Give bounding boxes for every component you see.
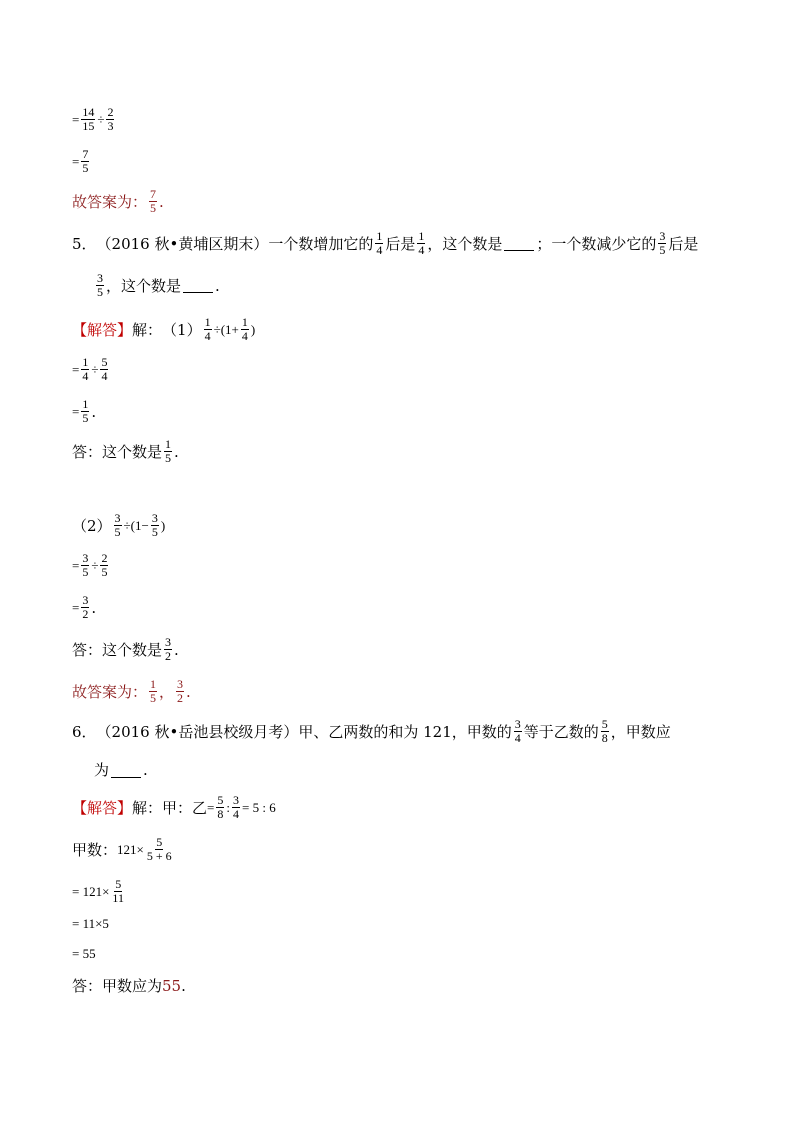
denominator: 2 bbox=[82, 607, 89, 621]
period: . bbox=[91, 598, 97, 617]
denominator: 4 bbox=[204, 329, 211, 343]
part-label: （1） bbox=[162, 320, 202, 339]
answer-text: 答：这个数是 bbox=[72, 640, 163, 659]
denominator: 4 bbox=[82, 369, 89, 383]
numerator: 5 bbox=[217, 793, 224, 807]
equals: = bbox=[72, 403, 80, 419]
step-line bbox=[72, 106, 116, 133]
numerator: 1 bbox=[204, 315, 211, 329]
denominator: 5 + 6 bbox=[146, 849, 172, 863]
operator: ÷(1− bbox=[123, 517, 149, 533]
final-answer-line bbox=[72, 678, 191, 705]
equals: = bbox=[72, 111, 80, 127]
numerator: 1 bbox=[82, 397, 89, 411]
numerator: 3 bbox=[151, 511, 158, 525]
denominator: 4 bbox=[418, 243, 425, 257]
answer-line bbox=[72, 976, 186, 996]
period: . bbox=[181, 977, 186, 995]
question-text: 甲、乙两数的和为 121，甲数的 bbox=[298, 722, 512, 741]
question-text: 后是 bbox=[385, 234, 416, 253]
question-number: 6． bbox=[72, 722, 97, 741]
period: . bbox=[174, 640, 179, 659]
equals: = bbox=[72, 599, 80, 615]
denominator: 3 bbox=[107, 119, 114, 133]
solution-label: 解： bbox=[132, 320, 163, 339]
period: . bbox=[174, 442, 179, 461]
numerator: 14 bbox=[82, 105, 95, 119]
equals: = bbox=[72, 557, 80, 573]
answer-text: 答：甲数应为 bbox=[72, 977, 163, 995]
question-text: ，甲数应 bbox=[610, 722, 671, 741]
answer-label: 故答案为： bbox=[72, 682, 148, 701]
equals: = bbox=[207, 799, 215, 815]
step-label: 甲数： bbox=[72, 840, 118, 859]
answer-text: 答：这个数是 bbox=[72, 442, 163, 461]
answer-line bbox=[72, 636, 179, 663]
numerator: 2 bbox=[101, 551, 108, 565]
answer-blank[interactable] bbox=[183, 278, 213, 293]
expression: = 11×5 bbox=[72, 916, 109, 931]
numerator: 3 bbox=[165, 635, 172, 649]
question-6 bbox=[72, 718, 671, 745]
numerator: 3 bbox=[659, 229, 666, 243]
denominator: 8 bbox=[217, 807, 224, 821]
denominator: 5 bbox=[101, 565, 108, 579]
part-2-header bbox=[72, 512, 165, 539]
answer-label: 故答案为： bbox=[72, 192, 148, 211]
denominator: 5 bbox=[82, 411, 89, 425]
numerator: 7 bbox=[82, 147, 89, 161]
expression: = 121× bbox=[72, 883, 110, 899]
denominator: 5 bbox=[165, 451, 172, 465]
equals: = bbox=[72, 361, 80, 377]
question-5-cont bbox=[94, 272, 220, 299]
numerator: 5 bbox=[115, 877, 122, 891]
denominator: 4 bbox=[233, 807, 239, 821]
period: . bbox=[91, 402, 97, 421]
denominator: 2 bbox=[165, 649, 172, 663]
step-line bbox=[72, 356, 110, 383]
question-text: ，这个数是 bbox=[106, 276, 182, 295]
operator: ÷(1+ bbox=[213, 321, 239, 337]
denominator: 5 bbox=[150, 691, 157, 705]
solution-header bbox=[72, 316, 255, 343]
question-source: （2016 秋•黄埔区期末） bbox=[96, 234, 269, 253]
equals: = bbox=[72, 153, 80, 169]
denominator: 15 bbox=[82, 119, 95, 133]
expression: = 55 bbox=[72, 946, 96, 961]
step-line bbox=[72, 552, 110, 579]
numerator: 7 bbox=[150, 187, 157, 201]
denominator: 5 bbox=[114, 525, 121, 539]
denominator: 4 bbox=[241, 329, 248, 343]
question-text: 等于乙数的 bbox=[523, 722, 599, 741]
numerator: 1 bbox=[82, 355, 89, 369]
colon: : bbox=[226, 799, 230, 815]
answer-blank[interactable] bbox=[504, 236, 534, 251]
step-line bbox=[72, 148, 91, 175]
paren: ) bbox=[160, 517, 166, 533]
numerator: 3 bbox=[514, 717, 521, 731]
question-text: 后是 bbox=[668, 234, 699, 253]
solution-label: 解：甲：乙 bbox=[132, 798, 208, 817]
ratio-result: = 5 : 6 bbox=[242, 799, 276, 815]
denominator: 5 bbox=[82, 565, 89, 579]
period: . bbox=[186, 682, 191, 701]
question-text: ，这个数是 bbox=[427, 234, 503, 253]
denominator: 5 bbox=[82, 161, 89, 175]
denominator: 8 bbox=[601, 731, 608, 745]
denominator: 5 bbox=[151, 525, 158, 539]
denominator: 11 bbox=[112, 891, 124, 905]
numerator: 1 bbox=[376, 229, 383, 243]
divide-sign: ÷ bbox=[91, 557, 99, 573]
question-text: 一个数增加它的 bbox=[268, 234, 374, 253]
step-line bbox=[72, 944, 96, 964]
divide-sign: ÷ bbox=[91, 361, 99, 377]
question-number: 5． bbox=[72, 234, 97, 253]
numerator: 5 bbox=[601, 717, 608, 731]
numerator: 3 bbox=[82, 551, 89, 565]
step-line bbox=[72, 914, 109, 934]
answer-value: 55 bbox=[162, 977, 182, 995]
paren: ) bbox=[250, 321, 256, 337]
numerator: 1 bbox=[418, 229, 425, 243]
denominator: 2 bbox=[177, 691, 184, 705]
step-line bbox=[72, 836, 175, 863]
step-line bbox=[72, 878, 127, 905]
step-line bbox=[72, 594, 96, 621]
solution-tag: 【解答】 bbox=[72, 320, 133, 339]
question-5 bbox=[72, 230, 698, 257]
solution-header bbox=[72, 794, 276, 821]
solution-tag: 【解答】 bbox=[72, 798, 133, 817]
question-text: . bbox=[143, 761, 148, 779]
period: . bbox=[159, 192, 164, 211]
numerator: 5 bbox=[101, 355, 108, 369]
expression: 121× bbox=[117, 841, 144, 857]
numerator: 2 bbox=[107, 105, 114, 119]
numerator: 1 bbox=[165, 437, 172, 451]
question-6-cont bbox=[94, 760, 148, 780]
answer-blank[interactable] bbox=[111, 763, 141, 778]
part-label: （2） bbox=[72, 516, 112, 535]
denominator: 4 bbox=[514, 731, 521, 745]
answer-line bbox=[72, 188, 164, 215]
separator: ， bbox=[159, 682, 175, 701]
numerator: 1 bbox=[150, 677, 157, 691]
denominator: 5 bbox=[659, 243, 666, 257]
divide-sign: ÷ bbox=[97, 111, 105, 127]
numerator: 3 bbox=[97, 271, 103, 285]
denominator: 4 bbox=[101, 369, 108, 383]
answer-line bbox=[72, 438, 179, 465]
numerator: 5 bbox=[156, 835, 163, 849]
question-text: ；一个数减少它的 bbox=[536, 234, 657, 253]
denominator: 5 bbox=[97, 285, 103, 299]
numerator: 3 bbox=[82, 593, 89, 607]
question-text: 为 bbox=[94, 761, 110, 779]
numerator: 1 bbox=[241, 315, 248, 329]
question-source: （2016 秋•岳池县校级月考） bbox=[96, 722, 299, 741]
denominator: 4 bbox=[376, 243, 383, 257]
numerator: 3 bbox=[233, 793, 239, 807]
step-line bbox=[72, 398, 96, 425]
numerator: 3 bbox=[114, 511, 121, 525]
denominator: 5 bbox=[150, 201, 157, 215]
numerator: 3 bbox=[177, 677, 184, 691]
question-text: . bbox=[215, 276, 220, 295]
